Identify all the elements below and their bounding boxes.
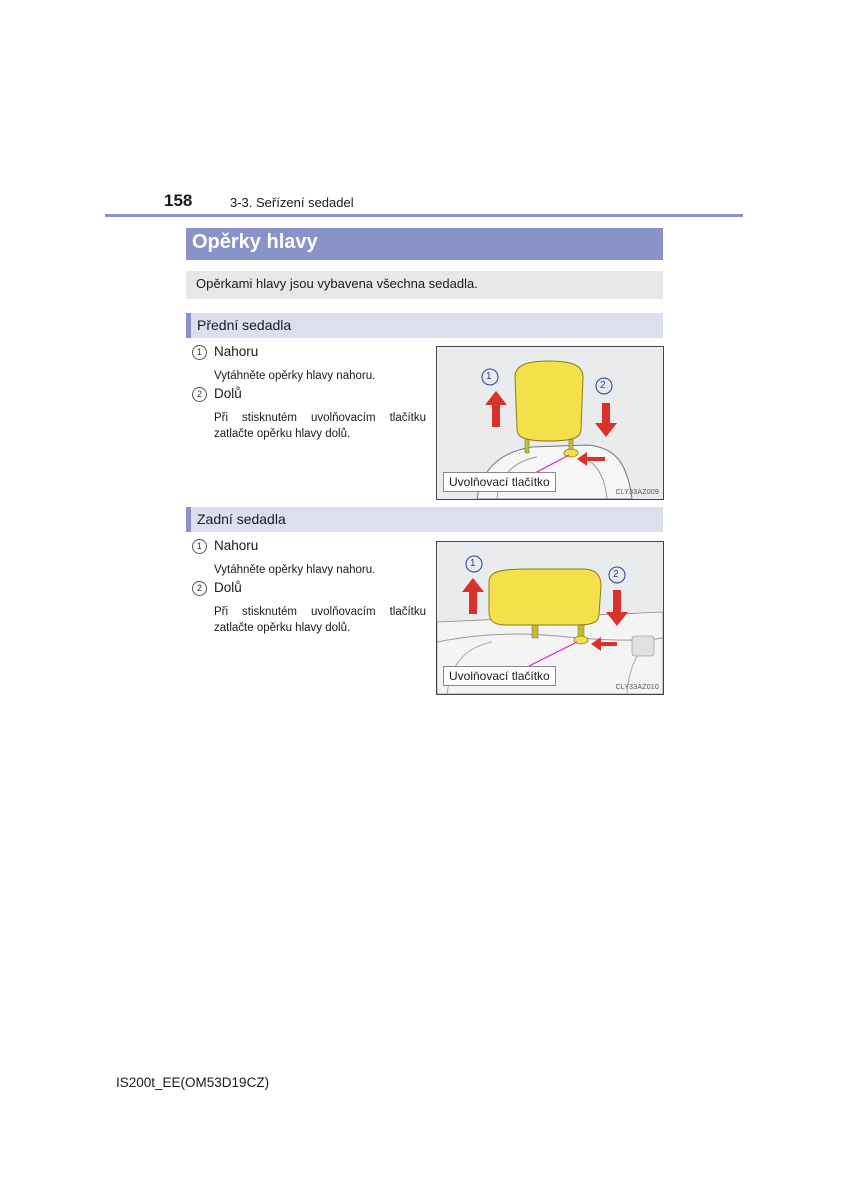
step-label-up: Nahoru: [214, 538, 259, 553]
front-seats-heading: Přední sedadla: [197, 317, 292, 333]
step-desc-down: Při stisknutém uvolňovacím tlačítku zatlačte opěrku hlavy dolů.: [214, 606, 426, 634]
release-button-callout: Uvolňovací tlačítko: [443, 472, 556, 492]
step-desc-down: Při stisknutém uvolňovacím tlačítku zatlačte opěrku hlavy dolů.: [214, 412, 426, 440]
step-number-1: 1: [192, 345, 207, 360]
page-number: 158: [164, 191, 193, 210]
figure-marker-2: 2: [613, 569, 619, 580]
front-headrest-figure: [436, 346, 664, 500]
rear-seats-heading-bar: [186, 507, 663, 532]
heading-accent: [186, 507, 191, 532]
title-bar: [186, 228, 663, 260]
figure-code: CLY33AZ010: [615, 684, 659, 691]
intro-box: [186, 271, 663, 299]
figure-code: CLY33AZ009: [615, 489, 659, 496]
release-button-callout: Uvolňovací tlačítko: [443, 666, 556, 686]
page-title: Opěrky hlavy: [192, 231, 318, 253]
step-label-down: Dolů: [214, 580, 242, 595]
footer-model-code: IS200t_EE(OM53D19CZ): [116, 1075, 270, 1090]
step-label-up: Nahoru: [214, 344, 259, 359]
intro-text: Opěrkami hlavy jsou vybavena všechna sedadla.: [196, 276, 478, 291]
figure-marker-1: 1: [470, 558, 476, 569]
front-seats-heading-bar: [186, 313, 663, 338]
rear-seats-heading: Zadní sedadla: [197, 511, 286, 527]
step-number-2: 2: [192, 387, 207, 402]
step-desc-up: Vytáhněte opěrky hlavy nahoru.: [214, 564, 376, 576]
step-desc-up: Vytáhněte opěrky hlavy nahoru.: [214, 370, 376, 382]
step-number-1: 1: [192, 539, 207, 554]
step-label-down: Dolů: [214, 386, 242, 401]
step-number-2: 2: [192, 581, 207, 596]
section-reference: 3-3. Seřízení sedadel: [230, 195, 354, 210]
header-divider: [105, 214, 743, 217]
heading-accent: [186, 313, 191, 338]
figure-marker-2: 2: [600, 380, 606, 391]
rear-headrest-figure: [436, 541, 664, 695]
figure-marker-1: 1: [486, 371, 492, 382]
